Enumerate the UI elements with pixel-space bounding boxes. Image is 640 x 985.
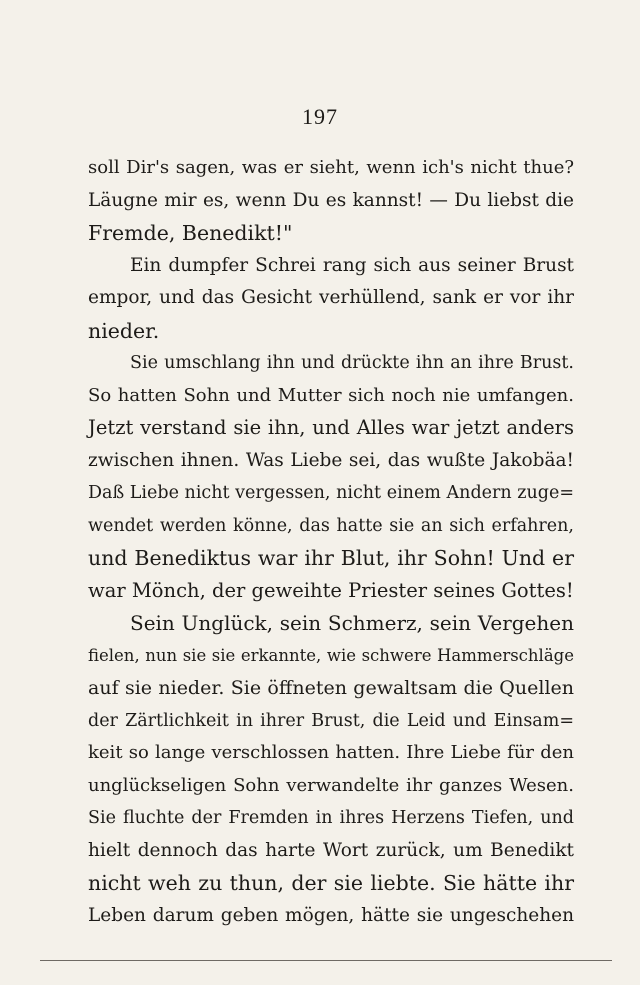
text-line: nieder. [88, 318, 160, 343]
text-line: Ein dumpfer Schrei rang sich aus seiner Brust [130, 254, 574, 276]
text-line: auf sie nieder. Sie öffneten gewaltsam die Quellen [88, 677, 574, 699]
page-number: 197 [302, 104, 338, 129]
text-line: soll Dir's sagen, was er sieht, wenn ich's nicht thue? [88, 157, 574, 178]
text-line: So hatten Sohn und Mutter sich noch nie umfangen. [88, 384, 574, 406]
text-line: Sie umschlang ihn und drückte ihn an ihre Brust. [130, 353, 574, 373]
text-line: fielen, nun sie sie erkannte, wie schwere Hammerschläge [88, 645, 574, 665]
text-line: zwischen ihnen. Was Liebe sei, das wußte Jakobäa! [88, 449, 574, 471]
text-line: und Benediktus war ihr Blut, ihr Sohn! Und er [88, 546, 574, 570]
text-line: unglückseligen Sohn verwandelte ihr ganzes Wesen. [88, 774, 574, 796]
text-line: Daß Liebe nicht vergessen, nicht einem Andern zuge= [88, 483, 574, 503]
text-line: Sie fluchte der Fremden in ihres Herzens Tiefen, und [88, 808, 574, 828]
text-line: hielt dennoch das harte Wort zurück, um Benedikt [88, 839, 574, 861]
bottom-rule [40, 960, 612, 961]
text-line: nicht weh zu thun, der sie liebte. Sie hätte ihr [88, 871, 574, 895]
text-line: Fremde, Benedikt!" [88, 221, 293, 245]
text-line: Leben darum geben mögen, hätte sie ungeschehen [88, 904, 574, 926]
text-line: wendet werden könne, das hatte sie an sich erfahren, [88, 515, 574, 536]
body-text [88, 152, 574, 932]
text-line: Läugne mir es, wenn Du es kannst! — Du liebst die [88, 189, 574, 211]
text-line: Jetzt verstand sie ihn, und Alles war jetzt anders [88, 416, 574, 439]
text-line: empor, und das Gesicht verhüllend, sank er vor ihr [88, 287, 574, 308]
text-line: Sein Unglück, sein Schmerz, sein Vergehen [130, 611, 574, 635]
text-line: keit so lange verschlossen hatten. Ihre Liebe für den [88, 742, 574, 763]
text-line: war Mönch, der geweihte Priester seines Gottes! [88, 578, 574, 602]
text-line: der Zärtlichkeit in ihrer Brust, die Leid und Einsam= [88, 710, 574, 731]
